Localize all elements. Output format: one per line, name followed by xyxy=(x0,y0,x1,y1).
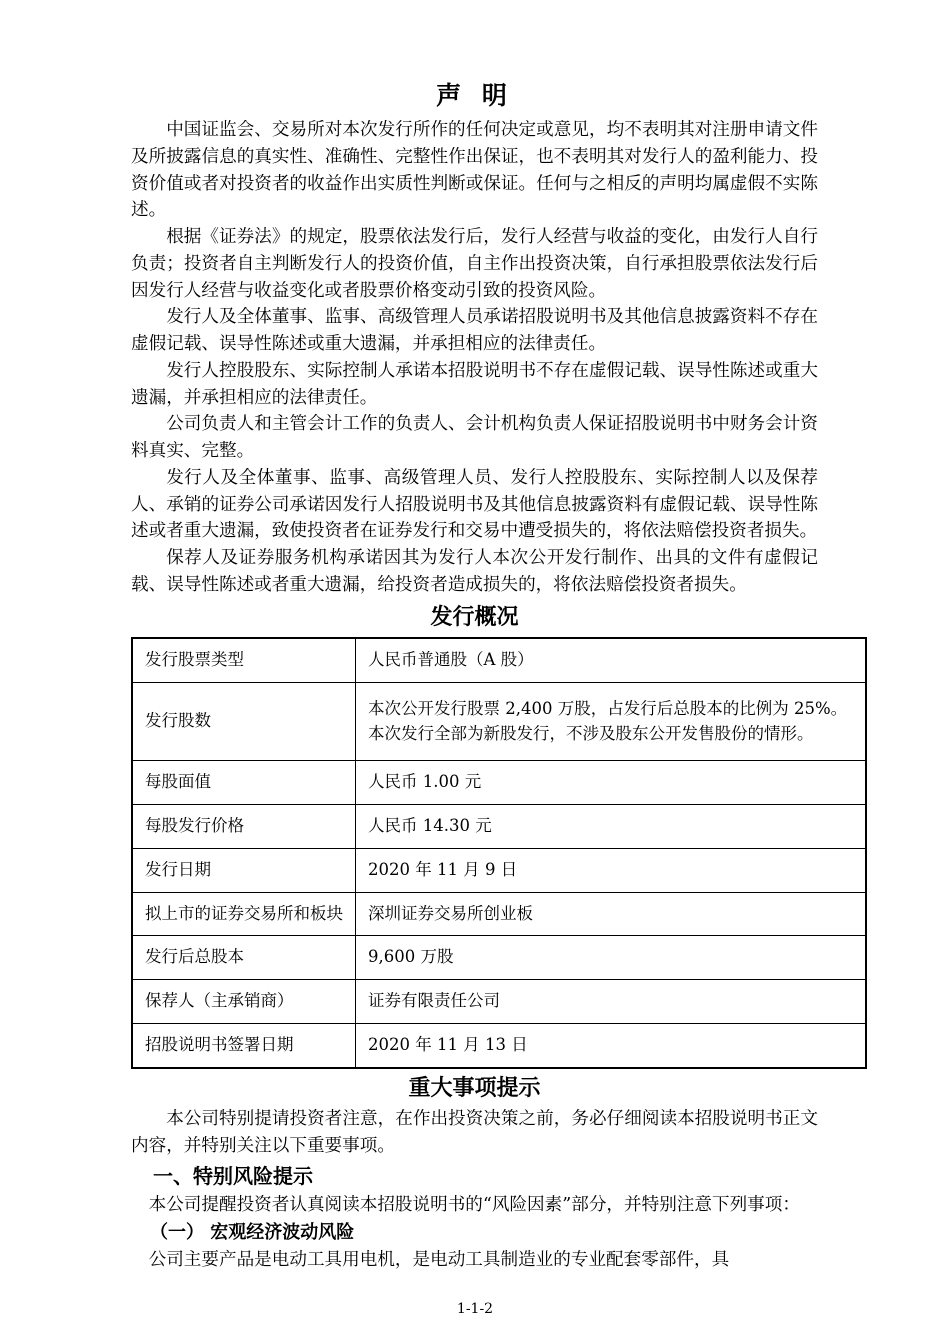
special-risk-heading: 一、特别风险提示 xyxy=(153,1163,313,1188)
row-value: 人民币普通股（A 股） xyxy=(356,638,867,682)
page-content xyxy=(131,80,848,1274)
declaration-paragraph-1: 中国证监会、交易所对本次发行所作的任何决定或意见，均不表明其对注册申请文件及所披露信息的真实性、准确性、完整性作出保证，也不表明其对发行人的盈利能力、投资价值或者对投资者的收益作出实质性判断或保证。任何与之相反的声明均属虚假不实陈述。 xyxy=(131,120,818,221)
offering-overview-heading: 发行概况 xyxy=(430,605,519,631)
row-value: 深圳证券交易所创业板 xyxy=(356,892,867,936)
row-label: 发行股数 xyxy=(132,682,356,761)
material-matters-intro: 本公司特别提请投资者注意，在作出投资决策之前，务必仔细阅读本招股说明书正文内容，并特别关注以下重要事项。 xyxy=(131,1109,818,1156)
declaration-paragraph-5: 公司负责人和主管会计工作的负责人、会计机构负责人保证招股说明书中财务会计资料真实、完整。 xyxy=(131,414,818,462)
material-matters-heading: 重大事项提示 xyxy=(408,1075,541,1101)
table-row xyxy=(132,1023,866,1067)
declaration-paragraph-6: 发行人及全体董事、监事、高级管理人员、发行人控股股东、实际控制人以及保荐人、承销的证券公司承诺因发行人招股说明书及其他信息披露资料有虚假记载、误导性陈述或者重大遗漏，致使投资者在证券发行和交易中遭受损失的，将依法赔偿投资者损失。 xyxy=(131,467,818,542)
table-row xyxy=(132,805,866,849)
macro-risk-text: 公司主要产品是电动工具用电机，是电动工具制造业的专业配套零部件，具 xyxy=(148,1250,730,1271)
declaration-paragraph-2: 根据《证券法》的规定，股票依法发行后，发行人经营与收益的变化，由发行人自行负责；投资者自主判断发行人的投资价值，自主作出投资决策，自行承担股票依法发行后因发行人经营与收益变化或者股票价格变动引致的投资风险。 xyxy=(131,227,818,301)
declaration-paragraph-3: 发行人及全体董事、监事、高级管理人员承诺招股说明书及其他信息披露资料不存在虚假记载、误导性陈述或重大遗漏，并承担相应的法律责任。 xyxy=(131,307,818,355)
row-value: 2020 年 11 月 9 日 xyxy=(356,848,867,892)
row-label: 招股说明书签署日期 xyxy=(132,1023,356,1067)
table-row xyxy=(132,638,866,682)
row-label: 发行后总股本 xyxy=(132,936,356,980)
row-value: 证券有限责任公司 xyxy=(356,980,867,1024)
declaration-paragraph-4: 发行人控股股东、实际控制人承诺本招股说明书不存在虚假记载、误导性陈述或重大遗漏，并承担相应的法律责任。 xyxy=(131,360,818,408)
special-risk-intro: 本公司提醒投资者认真阅读本招股说明书的“风险因素”部分，并特别注意下列事项： xyxy=(148,1194,800,1215)
row-value: 9,600 万股 xyxy=(356,936,867,980)
offering-overview-table-wrap xyxy=(131,637,848,1069)
macro-risk-heading: （一） 宏观经济波动风险 xyxy=(150,1222,355,1244)
table-row xyxy=(132,892,866,936)
row-value: 人民币 14.30 元 xyxy=(356,805,867,849)
declaration-paragraph-7: 保荐人及证券服务机构承诺因其为发行人本次公开发行制作、出具的文件有虚假记载、误导性陈述或者重大遗漏，给投资者造成损失的，将依法赔偿投资者损失。 xyxy=(131,548,818,595)
table-row xyxy=(132,980,866,1024)
row-label: 每股发行价格 xyxy=(132,805,356,849)
row-value: 2020 年 11 月 13 日 xyxy=(356,1023,867,1067)
table-row xyxy=(132,761,866,805)
row-label: 发行日期 xyxy=(132,848,356,892)
page-title: 声 明 xyxy=(436,81,513,110)
row-label: 拟上市的证券交易所和板块 xyxy=(132,892,356,936)
row-value: 本次公开发行股票 2,400 万股，占发行后总股本的比例为 25%。本次发行全部为新股发行，不涉及股东公开发售股份的情形。 xyxy=(356,682,867,761)
row-label: 每股面值 xyxy=(132,761,356,805)
row-label: 保荐人（主承销商） xyxy=(132,980,356,1024)
table-row xyxy=(132,682,866,761)
page-footer: 1-1-2 xyxy=(456,1301,494,1317)
table-row xyxy=(132,936,866,980)
row-value: 人民币 1.00 元 xyxy=(356,761,867,805)
table-row xyxy=(132,848,866,892)
offering-overview-table xyxy=(131,637,867,1069)
row-label: 发行股票类型 xyxy=(132,638,356,682)
